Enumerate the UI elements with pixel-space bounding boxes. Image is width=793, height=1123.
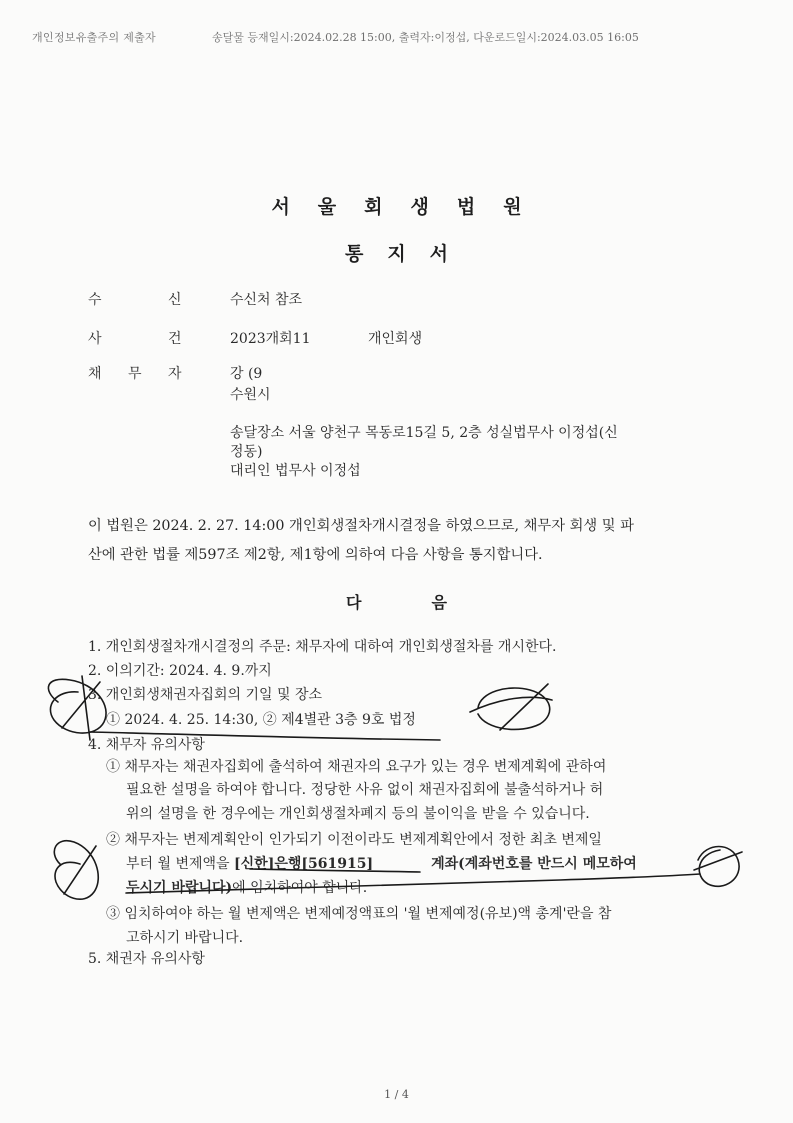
- item-4-2-line3-bold: 두시기 바랍니다): [126, 880, 233, 896]
- scribble-right-item3: [470, 684, 552, 730]
- scribble-right-item4-2: [694, 847, 742, 887]
- bank-account-info: [신한]은행[561915]: [234, 856, 374, 872]
- underline-item3-4: [90, 732, 440, 740]
- item-4-1-line1: ① 채무자는 채권자집회에 출석하여 채권자의 요구가 있는 경우 변제계획에 관하여: [106, 759, 607, 775]
- item-4-2-line3-rest: 에 임치하여야 합니다.: [232, 880, 368, 896]
- document-title: 통지서: [344, 243, 473, 265]
- item-4-3-line2: 고하시기 바랍니다.: [126, 930, 244, 946]
- item-5: 5. 채권자 유의사항: [88, 951, 205, 967]
- account-memo-instruction: 계좌(계좌번호를 반드시 메모하여: [431, 856, 637, 872]
- agent: 대리인 법무사 이정섭: [230, 463, 361, 479]
- case-number: 2023개회11: [230, 331, 311, 347]
- item-1: 1. 개인회생절차개시결정의 주문: 채무자에 대하여 개인회생절차를 개시한다.: [88, 639, 557, 655]
- court-name: 서울회생법원: [271, 196, 550, 218]
- item-3: 3. 개인회생채권자집회의 기일 및 장소: [88, 687, 323, 703]
- intro-line2: 산에 관한 법률 제597조 제2항, 제1항에 의하여 다음 사항을 통지합니다.: [88, 547, 543, 563]
- item-4-2-line1: ② 채무자는 변제계획안이 인가되기 이전이라도 변제계획안에서 정한 최초 변제일: [106, 832, 602, 848]
- debtor-label: 채 무 자: [88, 366, 182, 382]
- item-4-1-line2: 필요한 설명을 하여야 합니다. 정당한 사유 없이 채권자집회에 불출석하거나 허: [126, 782, 604, 798]
- underline-account-memo: [126, 874, 700, 893]
- page-number: 1 / 4: [384, 1088, 409, 1101]
- intro-line1: 이 법원은 2024. 2. 27. 14:00 개인회생절차개시결정을 하였으므로, 채무자 회생 및 파: [88, 518, 634, 534]
- recipient-value: 수신처 참조: [230, 292, 303, 308]
- header-print-info: 송달물 등재일시:2024.02.28 15:00, 출력자:이정섭, 다운로드일시:2024.03.05 16:05: [212, 31, 639, 44]
- underline-bank-account: [250, 869, 420, 872]
- item-4-1-line3: 위의 설명을 한 경우에는 개인회생절차폐지 등의 불이익을 받을 수 있습니다.: [126, 806, 590, 822]
- item-4: 4. 채무자 유의사항: [88, 737, 205, 753]
- case-type: 개인회생: [368, 331, 423, 347]
- recipient-label: 수 신: [88, 292, 182, 308]
- scribble-left-item4-2: [54, 841, 98, 900]
- debtor-name: 강 (9: [230, 366, 263, 382]
- item-2: 2. 이의기간: 2024. 4. 9.까지: [88, 663, 272, 679]
- delivery-address-line1: 송달장소 서울 양천구 목동로15길 5, 2층 성실법무사 이정섭(신: [230, 425, 618, 441]
- scribble-left-item3: [48, 676, 106, 740]
- debtor-city: 수원시: [230, 387, 271, 403]
- item-4-3-line1: ③ 임치하여야 하는 월 변제액은 변제예정액표의 '월 변제예정(유보)액 총계'란을 참: [106, 906, 612, 922]
- header-watermark-label: 개인정보유출주의 제출자: [32, 31, 156, 44]
- delivery-address-line2: 정동): [230, 444, 263, 460]
- section-heading: 다음: [346, 593, 517, 612]
- item-4-2-line2-prefix: 부터 월 변제액을: [126, 856, 235, 872]
- case-label: 사 건: [88, 331, 182, 347]
- item-3-detail: ① 2024. 4. 25. 14:30, ② 제4별관 3층 9호 법정: [106, 712, 416, 728]
